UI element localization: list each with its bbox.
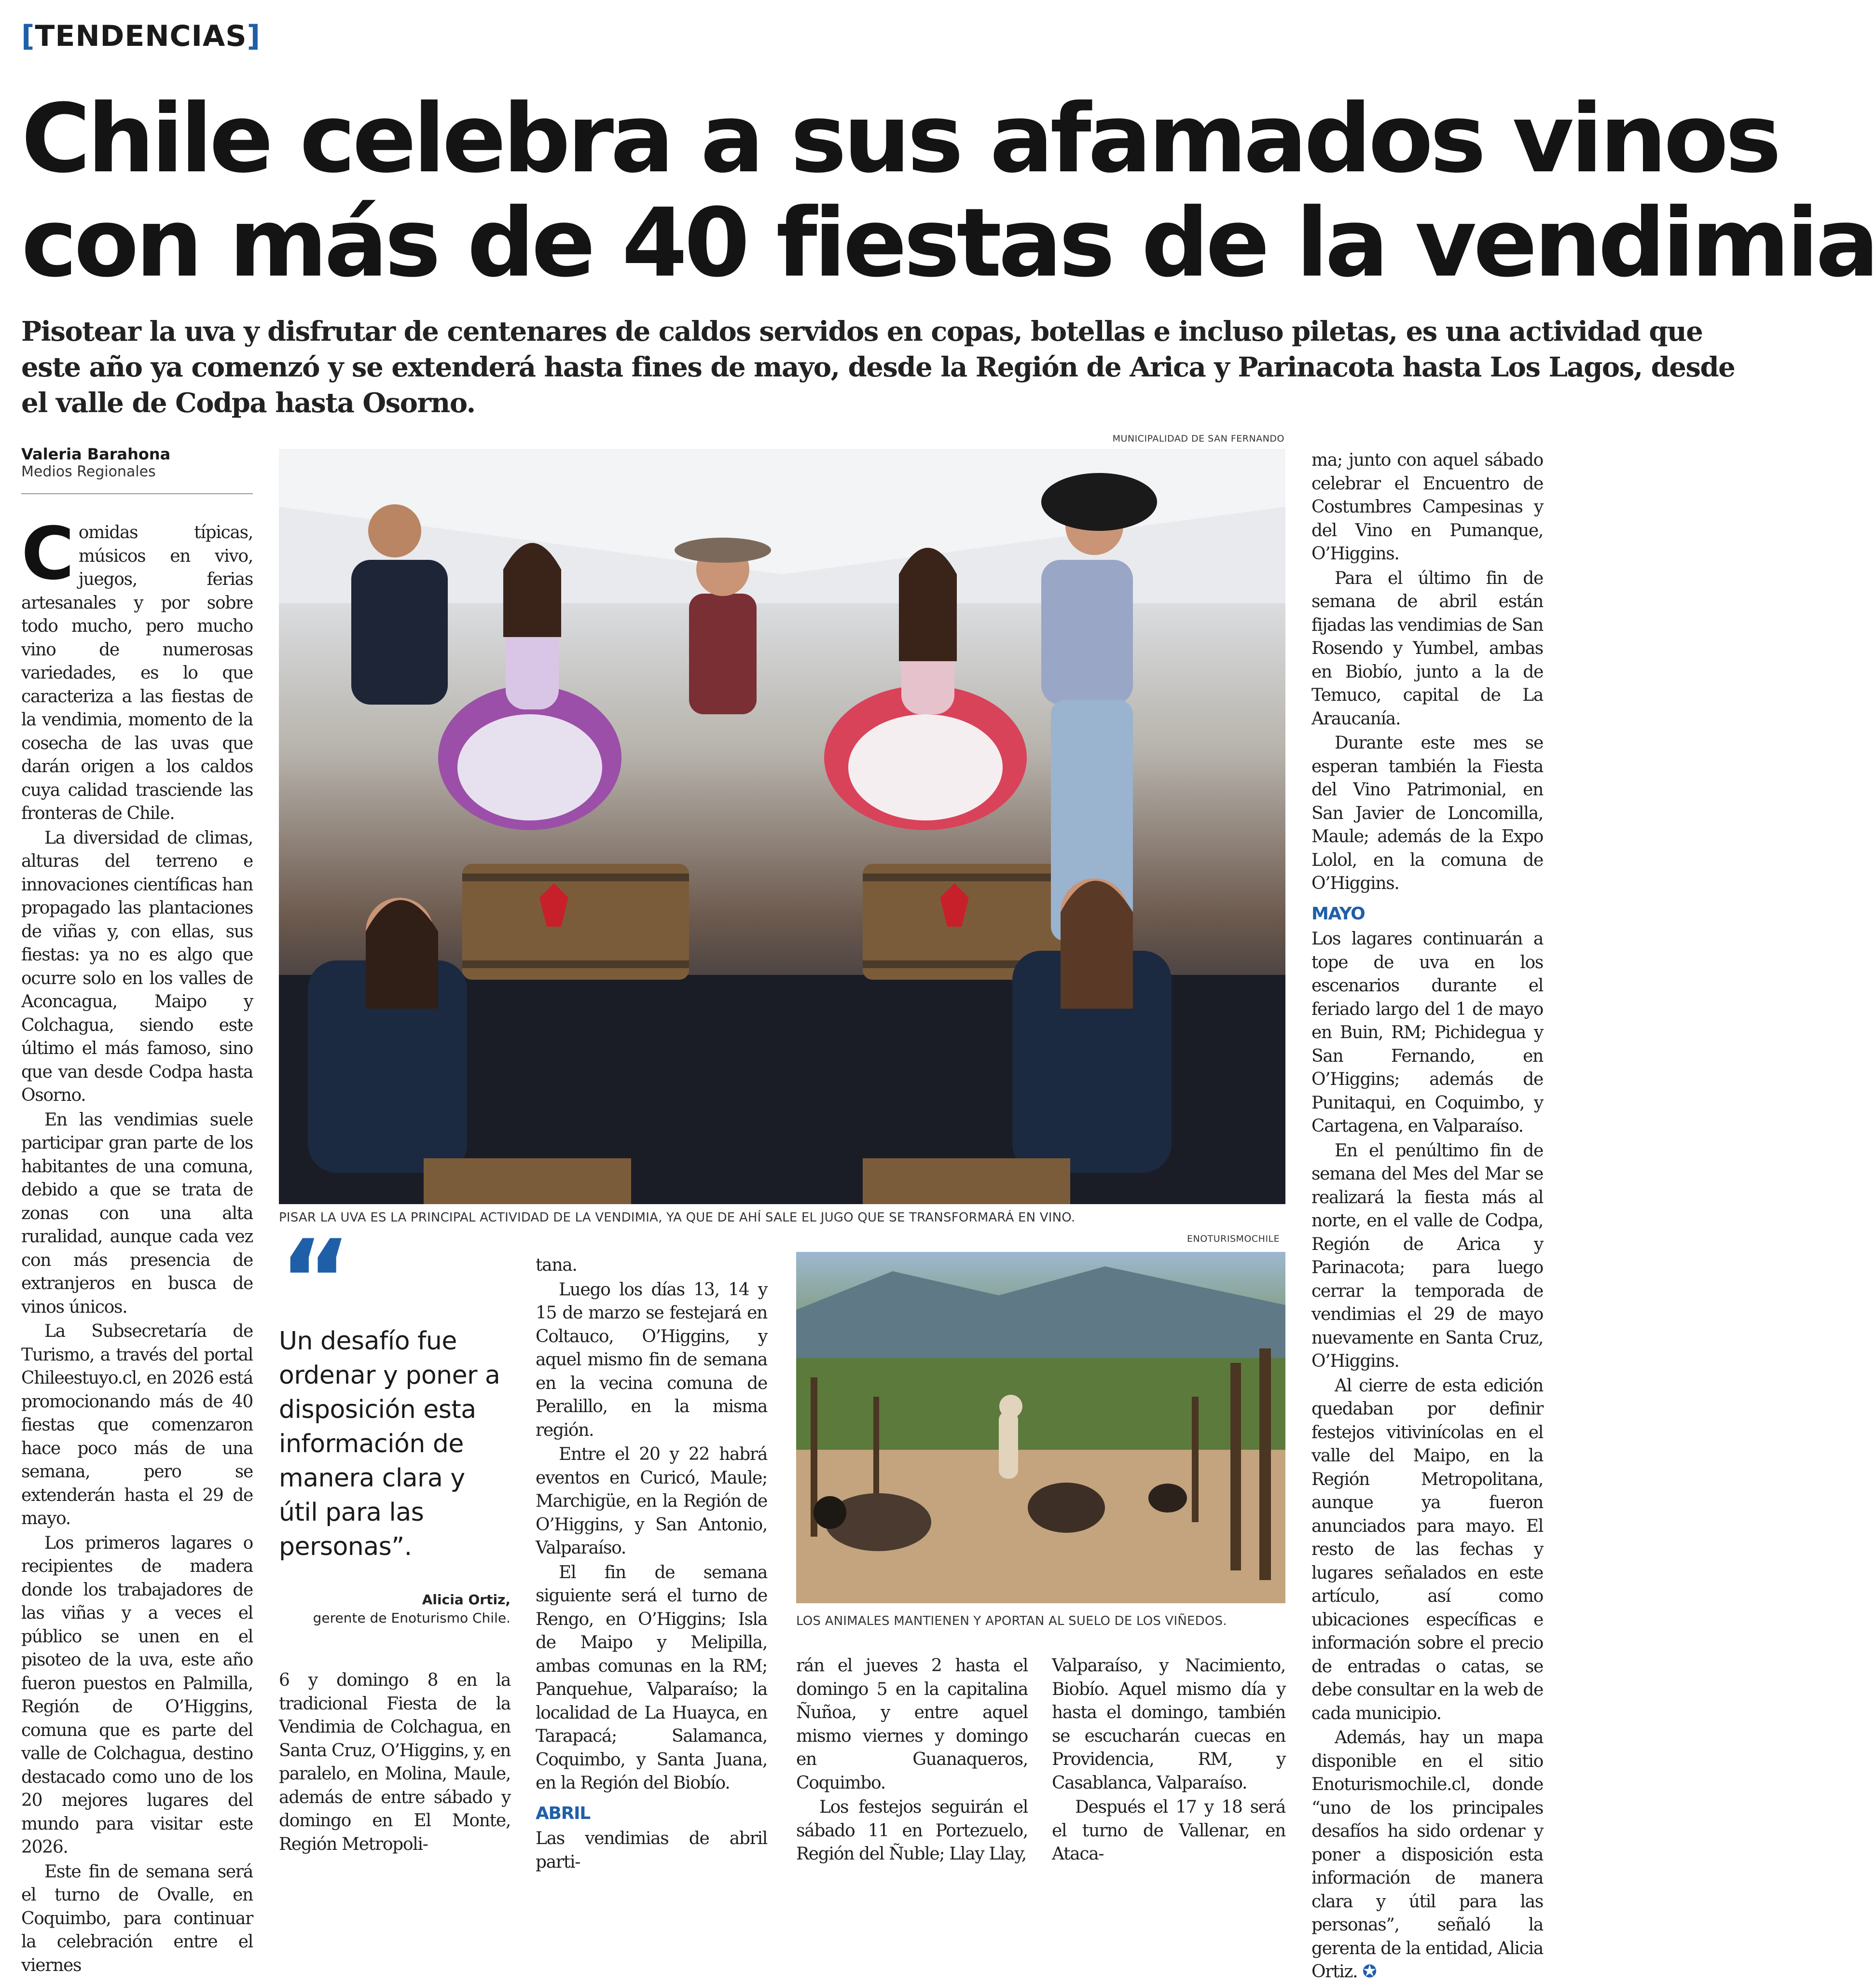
section-heading-mayo: MAYO: [1311, 903, 1365, 924]
grape-stomping-illustration: [279, 449, 1285, 1204]
paragraph-7: 6 y domingo 8 en la tradicional Fiesta de la Vendimia de Colchagua, en Santa Cruz, O’Higgins, y, en paralelo, en Molina, Maule, además de entre sábado y domingo en El Monte, Región Metropoli-: [279, 1670, 510, 1854]
headline-line-1: Chile celebra a sus afamados vinos: [21, 84, 1779, 194]
article-column-3: [536, 1254, 767, 1875]
quote-role: gerente de Enoturismo Chile.: [313, 1610, 510, 1626]
paragraph-13: Después el 17 y 18 será el turno de Vallenar, en Ataca-: [1052, 1797, 1285, 1864]
pull-quote: [279, 1217, 510, 1564]
paragraph-19: [1311, 1726, 1543, 1984]
paragraph-7-end: tana.: [536, 1255, 577, 1275]
vineyard-photo: [796, 1252, 1285, 1603]
paragraph-13-end: ma; junto con aquel sábado celebrar el Encuentro de Costumbres Campesinas y del Vino en Pumanque, O’Higgins.: [1311, 450, 1543, 564]
headline: [21, 84, 1876, 298]
paragraph-11: Las vendimias de abril parti-: [536, 1829, 767, 1872]
paragraph-14: Para el último fin de semana de abril están fijadas las vendimias de San Rosendo y Yumbel, ambas en Biobío, junto a la de Temuco, capital de La Araucanía.: [1311, 568, 1543, 729]
paragraph-4: La Subsecretaría de Turismo, a través del portal Chileestuyo.cl, en 2026 está promocionando más de 40 fiestas que comenzaron hace poco más de una semana, pero se extenderán hasta el 29 de mayo.: [21, 1321, 253, 1528]
paragraph-16: Los lagares continuarán a tope de uva en los escenarios durante el feriado largo del 1 de mayo en Buin, RM; Pichidegua y San Fernando, en O’Higgins; además de Punitaqui, en Coquimbo, y Cartagena, en Valparaíso.: [1311, 929, 1543, 1136]
subhead: [21, 314, 1735, 421]
photo-caption: PISAR LA UVA ES LA PRINCIPAL ACTIVIDAD DE LA VENDIMIA, YA QUE DE AHÍ SALE EL JUGO QUE SE TRANSFORMARÁ EN VINO.: [279, 1210, 1076, 1225]
section-tag: [TENDENCIAS]: [21, 19, 261, 53]
paragraph-11-end: rán el jueves 2 hasta el domingo 5 en la capitalina Ñuñoa, y entre aquel mismo viernes y domingo en Guanaqueros, Coquimbo.: [796, 1656, 1028, 1793]
author-name: Valeria Barahona: [21, 445, 171, 463]
paragraph-1-text: omidas típicas, músicos en vivo, juegos, ferias artesanales y por sobre todo mucho, pero mucho vino de numerosas variedades, es lo que caracteriza a las fiestas de la vendimia, momento de la cosecha de las uvas que darán origen a los caldos cuya calidad trasciende las fronteras de Chile.: [21, 523, 253, 823]
photo-caption-2: LOS ANIMALES MANTIENEN Y APORTAN AL SUELO DE LOS VIÑEDOS.: [796, 1614, 1227, 1628]
article-column-5: [1052, 1654, 1285, 1867]
paragraph-12: Los festejos seguirán el sábado 11 en Portezuelo, Región del Ñuble; Llay Llay,: [796, 1797, 1028, 1864]
paragraph-2: La diversidad de climas, alturas del terreno e innovaciones científicas han propagado las plantaciones de viñas y, con ellas, sus fiestas: ya no es algo que ocurre solo en los valles de Aconcagua, Maipo y Colchagua, siendo este último el más famoso, sino que van desde Codpa hasta Osorno.: [21, 828, 253, 1105]
paragraph-12-end: Valparaíso, y Nacimiento, Biobío. Aquel mismo día y hasta el domingo, también se escucharán cuecas en Providencia, RM, y Casablanca, Valparaíso.: [1052, 1656, 1285, 1793]
paragraph-17: En el penúltimo fin de semana del Mes del Mar se realizará la fiesta más al norte, en el valle de Codpa, Región de Arica y Parinacota; para luego cerrar la temporada de vendimias el 29 de mayo nuevamente en Santa Cruz, O’Higgins.: [1311, 1140, 1543, 1371]
vineyard-sheep-illustration: [796, 1252, 1285, 1603]
paragraph-5: Los primeros lagares o recipientes de madera donde los trabajadores de las viñas y a veces el público se unen en el pisoteo de la uva, este año fueron puestos en Palmilla, Región de O’Higgins, comuna que es parte del valle de Colchagua, destino destacado como uno de los 20 mejores lugares del mundo para visitar este 2026.: [21, 1533, 253, 1857]
quote-mark-icon: “: [279, 1217, 352, 1346]
byline-divider: [21, 493, 253, 494]
headline-line-2: con más de 40 fiestas de la vendimia: [21, 188, 1876, 298]
photo-credit: MUNICIPALIDAD DE SAN FERNANDO: [1112, 433, 1284, 444]
main-photo: [279, 449, 1285, 1204]
article-column-4: [796, 1654, 1028, 1867]
article-column-1: [21, 512, 253, 1978]
paragraph-8: Luego los días 13, 14 y 15 de marzo se festejará en Coltauco, O’Higgins, y aquel mismo fin de semana en la vecina comuna de Peralillo, en la misma región.: [536, 1279, 767, 1440]
section-heading-abril: ABRIL: [536, 1803, 590, 1823]
end-mark-icon: ✪: [1362, 1962, 1377, 1982]
drop-cap: C: [21, 512, 74, 596]
subhead-line-1: Pisotear la uva y disfrutar de centenares de caldos servidos en copas, botellas e incluso piletas, es una actividad que: [21, 316, 1703, 347]
quote-attribution: [279, 1591, 510, 1627]
byline: [21, 445, 253, 480]
paragraph-1: [21, 512, 253, 826]
paragraph-9: Entre el 20 y 22 habrá eventos en Curicó, Maule; Marchigüe, en la Región de O’Higgins, y San Antonio, Valparaíso.: [536, 1444, 767, 1558]
author-org: Medios Regionales: [21, 463, 156, 480]
article-column-2: [279, 1669, 510, 1857]
paragraph-18: Al cierre de esta edición quedaban por definir festejos vitivinícolas en el valle del Maipo, en la Región Metropolitana, aunque ya fueron anunciados para mayo. El resto de las fechas y lugares señalados en este artículo, así como ubicaciones específicas e información sobre el precio de entradas o catas, se debe consultar en la web de cada municipio.: [1311, 1375, 1543, 1723]
paragraph-3: En las vendimias suele participar gran parte de los habitantes de una comuna, debido a que se trata de zonas con una alta ruralidad, aunque cada vez con más presencia de extranjeros en busca de vinos únicos.: [21, 1110, 253, 1317]
paragraph-15: Durante este mes se esperan también la Fiesta del Vino Patrimonial, en San Javier de Loncomilla, Maule; además de la Expo Lolol, en la comuna de O’Higgins.: [1311, 733, 1543, 893]
subhead-line-3: el valle de Codpa hasta Osorno.: [21, 387, 475, 419]
photo-credit-2: ENOTURISMOCHILE: [1187, 1234, 1280, 1244]
quote-text: Un desafío fue ordenar y poner a disposición esta información de manera clara y útil para las personas”.: [279, 1327, 500, 1561]
paragraph-19-text: Además, hay un mapa disponible en el sitio Enoturismochile.cl, donde “uno de los principales desafíos ha sido ordenar y poner a disposición esta información de manera clara y útil para las personas”, señaló la gerenta de la entidad, Alicia Ortiz.: [1311, 1728, 1543, 1982]
paragraph-6: Este fin de semana será el turno de Ovalle, en Coquimbo, para continuar la celebración entre el viernes: [21, 1861, 253, 1975]
subhead-line-2: este año ya comenzó y se extenderá hasta fines de mayo, desde la Región de Arica y Parinacota hasta Los Lagos, desde: [21, 351, 1735, 383]
paragraph-10: El fin de semana siguiente será el turno de Rengo, en O’Higgins; Isla de Maipo y Melipilla, ambas comunas en la RM; Panquehue, Valparaíso; la localidad de La Huayca, en Tarapacá; Salamanca, Coquimbo, y Santa Juana, en la Región del Biobío.: [536, 1562, 767, 1793]
article-column-6: [1311, 449, 1543, 1985]
quote-author: Alicia Ortiz,: [422, 1592, 510, 1608]
section-tag-label: TENDENCIAS: [35, 19, 247, 53]
